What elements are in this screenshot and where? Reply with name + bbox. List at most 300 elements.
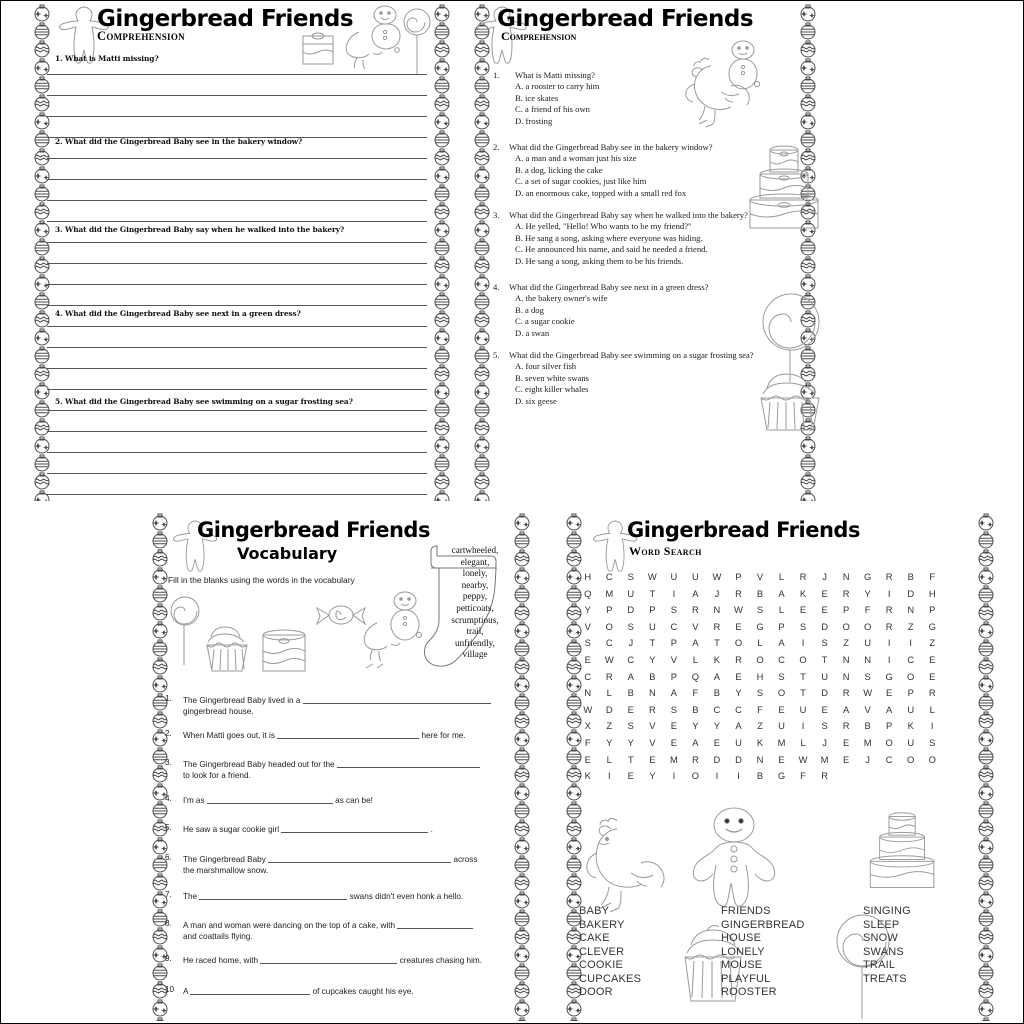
word-search-letter[interactable]: A xyxy=(713,670,721,682)
word-search-letter[interactable]: R xyxy=(605,670,613,682)
word-search-letter[interactable]: F xyxy=(757,703,763,715)
word-search-letter[interactable]: S xyxy=(627,620,634,632)
word-search-letter[interactable]: R xyxy=(842,720,850,732)
word-search-letter[interactable]: D xyxy=(605,703,613,715)
word-search-letter[interactable]: F xyxy=(800,770,806,782)
vocabulary-item xyxy=(183,694,513,717)
answer-blank[interactable] xyxy=(207,794,333,804)
answer-option[interactable]: A. He yelled, "Hello! Who wants to be my friend?" xyxy=(515,221,692,232)
word-search-letter[interactable]: U xyxy=(670,571,678,582)
word-search-letter[interactable]: B xyxy=(627,687,634,699)
word-search-letter[interactable]: S xyxy=(778,670,785,682)
word-search-letter[interactable]: N xyxy=(756,753,764,765)
word-search-letter[interactable]: E xyxy=(735,620,742,632)
word-search-letter[interactable]: S xyxy=(929,736,936,748)
word-search-letter[interactable]: S xyxy=(584,637,591,649)
answer-line[interactable] xyxy=(47,368,427,369)
question-number: 2. xyxy=(493,142,500,152)
word-search-letter[interactable]: I xyxy=(887,637,891,649)
word-search-letter[interactable]: L xyxy=(606,753,612,765)
word-search-letter[interactable]: W xyxy=(583,703,593,715)
word-search-letter[interactable]: Z xyxy=(929,637,936,649)
word-search-letter[interactable]: Y xyxy=(864,587,871,599)
word-search-letter[interactable]: E xyxy=(627,770,634,782)
word-search-letter[interactable]: N xyxy=(648,687,656,699)
word-search-letter[interactable]: J xyxy=(822,736,827,748)
word-search-letter[interactable]: S xyxy=(821,637,828,649)
word-list-word[interactable]: SLEEP xyxy=(863,918,900,931)
word-search-letter[interactable]: S xyxy=(821,720,828,732)
word-search-letter[interactable]: H xyxy=(584,571,592,582)
word-search-letter[interactable]: C xyxy=(778,653,785,665)
word-search-letter[interactable]: C xyxy=(885,753,893,765)
word-search-letter[interactable]: D xyxy=(821,620,828,632)
word-search-letter[interactable]: B xyxy=(756,770,764,782)
word-search-letter[interactable]: E xyxy=(778,753,785,765)
word-list-word[interactable]: CAKE xyxy=(579,932,610,944)
word-search-letter[interactable]: U xyxy=(735,736,742,748)
word-search-letter[interactable]: T xyxy=(800,687,806,699)
word-search-letter[interactable]: T xyxy=(627,753,634,765)
word-search-letter[interactable]: W xyxy=(798,753,808,765)
item-text-before: When Matti goes out, it is xyxy=(183,731,278,740)
answer-blank[interactable] xyxy=(190,985,310,995)
word-search-letter[interactable]: E xyxy=(735,670,742,682)
question-number: 5. xyxy=(493,350,500,360)
word-search-letter[interactable]: A xyxy=(692,587,699,599)
ornament-border-right xyxy=(975,513,997,1021)
word-search-letter[interactable]: I xyxy=(887,587,891,599)
word-search-letter[interactable]: N xyxy=(907,604,915,616)
word-search-letter[interactable]: W xyxy=(863,687,873,699)
word-search-letter[interactable]: R xyxy=(799,571,807,582)
word-list-word[interactable]: TREATS xyxy=(863,972,907,985)
word-search-letter[interactable]: X xyxy=(584,720,591,732)
word-search-letter[interactable]: T xyxy=(714,637,720,649)
word-search-letter[interactable]: O xyxy=(842,620,850,632)
answer-blank[interactable] xyxy=(268,853,451,863)
word-search-letter[interactable]: V xyxy=(584,620,591,632)
word-search-letter[interactable]: O xyxy=(756,653,764,665)
answer-line[interactable] xyxy=(47,74,427,75)
word-search-letter[interactable]: R xyxy=(692,753,699,765)
word-search-letter[interactable]: Y xyxy=(713,720,721,732)
word-list-word[interactable]: GINGERBREAD xyxy=(721,918,805,931)
answer-line[interactable] xyxy=(47,305,427,306)
word-search-letter[interactable]: E xyxy=(670,720,677,732)
word-list-word[interactable]: ROOSTER xyxy=(721,986,777,998)
word-search-letter[interactable]: P xyxy=(929,604,936,616)
word-search-letter[interactable]: P xyxy=(778,620,785,632)
answer-line[interactable] xyxy=(47,326,427,327)
word-search-letter[interactable]: S xyxy=(756,687,764,699)
word-search-letter[interactable]: E xyxy=(584,653,591,665)
word-search-letter[interactable]: D xyxy=(907,587,915,599)
word-search-letter[interactable]: D xyxy=(735,753,742,765)
answer-option[interactable]: B. a dog, licking the cake xyxy=(515,164,603,175)
word-search-letter[interactable]: G xyxy=(928,620,936,632)
word-search-letter[interactable]: I xyxy=(672,770,676,782)
word-search-letter[interactable]: E xyxy=(821,703,828,715)
word-search-letter[interactable]: C xyxy=(735,703,742,715)
word-list-word[interactable]: FRIENDS xyxy=(721,905,771,917)
answer-blank[interactable] xyxy=(199,890,347,900)
word-search-letter[interactable]: U xyxy=(648,620,656,632)
word-search-letter[interactable]: L xyxy=(606,687,612,699)
word-search-letter[interactable]: R xyxy=(648,703,656,715)
word-search-letter[interactable]: V xyxy=(670,653,677,665)
answer-line[interactable] xyxy=(47,410,427,411)
word-search-letter[interactable]: E xyxy=(821,587,828,599)
word-search-letter[interactable]: W xyxy=(604,653,614,665)
item-text-after: across xyxy=(451,855,478,864)
word-search-letter[interactable]: Y xyxy=(735,687,742,699)
answer-option[interactable]: C. a friend of his own xyxy=(515,104,590,115)
word-search-letter[interactable]: O xyxy=(928,753,936,765)
word-search-letter[interactable]: R xyxy=(885,571,893,582)
word-search-letter[interactable]: E xyxy=(649,753,656,765)
word-list-word[interactable]: SNOW xyxy=(863,932,899,944)
word-search-letter[interactable]: R xyxy=(821,770,828,782)
word-search-letter[interactable]: R xyxy=(735,587,742,599)
answer-blank[interactable] xyxy=(281,823,428,833)
word-search-letter[interactable]: E xyxy=(842,736,850,748)
word-search-letter[interactable]: I xyxy=(715,770,719,782)
word-search-letter[interactable]: S xyxy=(627,571,634,582)
word-search-letter[interactable]: V xyxy=(692,620,699,632)
word-list-word[interactable]: DOOR xyxy=(579,986,613,998)
word-search-letter[interactable]: O xyxy=(605,620,613,632)
word-search-letter[interactable]: E xyxy=(778,703,785,715)
word-search-letter[interactable]: I xyxy=(930,720,934,732)
word-search-letter[interactable]: P xyxy=(735,571,742,582)
answer-line[interactable] xyxy=(47,389,427,390)
word-list-word[interactable]: PLAYFUL xyxy=(721,972,771,985)
word-search-letter[interactable]: R xyxy=(928,687,936,699)
word-search-letter[interactable]: R xyxy=(842,687,850,699)
word-search-letter[interactable]: I xyxy=(672,587,676,599)
word-search-letter[interactable]: A xyxy=(778,587,785,599)
word-list-word[interactable]: BABY xyxy=(579,905,610,917)
word-list-word[interactable]: SINGING xyxy=(863,905,911,917)
word-search-letter[interactable]: N xyxy=(584,687,592,699)
word-search-letter[interactable]: N xyxy=(842,571,850,582)
word-search-letter[interactable]: I xyxy=(801,720,805,732)
word-search-letter[interactable]: Z xyxy=(843,637,849,649)
answer-option[interactable]: D. an enormous cake, topped with a small red fox xyxy=(515,187,687,198)
word-search-letter[interactable]: E xyxy=(821,604,828,616)
answer-blank[interactable] xyxy=(397,919,473,929)
answer-blank[interactable] xyxy=(303,694,491,704)
word-search-letter[interactable]: Y xyxy=(584,604,591,616)
word-search-letter[interactable]: A xyxy=(735,720,742,732)
word-search-letter[interactable]: T xyxy=(649,587,656,599)
word-list-word[interactable]: CUPCAKES xyxy=(579,972,642,985)
word-search-letter[interactable]: U xyxy=(907,736,915,748)
word-search-letter[interactable]: D xyxy=(821,687,828,699)
answer-option[interactable]: B. a dog xyxy=(515,304,544,315)
word-list-word[interactable]: LONELY xyxy=(721,945,765,958)
answer-line[interactable] xyxy=(47,452,427,453)
word-search-letter[interactable]: P xyxy=(842,604,850,616)
word-search-letter[interactable]: K xyxy=(907,720,914,732)
word-search-letter[interactable]: J xyxy=(628,637,634,649)
word-search-letter[interactable]: N xyxy=(713,604,721,616)
word-search-letter[interactable]: N xyxy=(842,653,850,665)
word-list-column xyxy=(863,905,911,986)
word-search-letter[interactable]: L xyxy=(800,736,806,748)
word-search-letter[interactable]: W xyxy=(647,571,657,582)
answer-option[interactable]: A. a rooster to carry him xyxy=(515,81,600,92)
word-search-letter[interactable]: C xyxy=(670,620,678,632)
word-search-letter[interactable]: T xyxy=(649,637,656,649)
word-search-letter[interactable]: G xyxy=(756,620,764,632)
answer-option[interactable]: D. frosting xyxy=(515,115,553,126)
word-search-letter[interactable]: C xyxy=(584,670,592,682)
word-search-letter[interactable]: L xyxy=(692,653,699,665)
item-text-before: He saw a sugar cookie girl xyxy=(183,825,282,834)
word-search-letter[interactable]: M xyxy=(777,736,786,748)
word-search-letter[interactable]: I xyxy=(887,653,891,665)
answer-blank[interactable] xyxy=(277,729,419,739)
answer-option[interactable]: C. a sugar cookie xyxy=(515,316,575,327)
word-search-letter[interactable]: G xyxy=(885,670,893,682)
answer-line[interactable] xyxy=(47,284,427,285)
answer-blank[interactable] xyxy=(337,758,480,768)
word-search-letter[interactable]: S xyxy=(627,720,634,732)
word-search-letter[interactable]: C xyxy=(605,571,613,582)
word-search-letter[interactable]: K xyxy=(584,770,591,782)
word-search-letter[interactable]: M xyxy=(863,736,872,748)
word-search-letter[interactable]: J xyxy=(822,571,827,582)
answer-line[interactable] xyxy=(47,221,427,222)
word-search-letter[interactable]: I xyxy=(801,637,805,649)
word-search-letter[interactable]: P xyxy=(907,687,914,699)
word-search-letter[interactable]: S xyxy=(670,604,677,616)
word-search-letter[interactable]: O xyxy=(777,687,786,699)
word-search-letter[interactable]: N xyxy=(864,653,872,665)
word-search-letter[interactable]: A xyxy=(842,703,850,715)
word-search-letter[interactable]: Y xyxy=(627,736,634,748)
word-search-letter[interactable]: M xyxy=(820,753,829,765)
word-search-letter[interactable]: G xyxy=(777,770,786,782)
word-search-letter[interactable]: L xyxy=(757,637,763,649)
word-search-letter[interactable]: C xyxy=(713,703,721,715)
answer-line[interactable] xyxy=(47,347,427,348)
word-search-letter[interactable]: U xyxy=(778,720,785,732)
word-search-letter[interactable]: F xyxy=(864,604,871,616)
answer-line[interactable] xyxy=(47,137,427,138)
answer-option[interactable]: B. seven white swans xyxy=(515,372,589,383)
word-search-letter[interactable]: I xyxy=(737,770,740,782)
word-search-letter[interactable]: Z xyxy=(757,720,763,732)
answer-option[interactable]: C. eight killer whales xyxy=(515,384,589,395)
word-list-word[interactable]: MOUSE xyxy=(721,959,763,971)
word-search-letter[interactable]: Y xyxy=(606,736,613,748)
answer-line[interactable] xyxy=(47,179,427,180)
word-search-letter[interactable]: J xyxy=(865,753,870,765)
answer-line[interactable] xyxy=(47,158,427,159)
word-search-letter[interactable]: I xyxy=(909,637,912,649)
word-search-letter[interactable]: R xyxy=(692,604,699,616)
answer-option[interactable]: A. the bakery owner's wife xyxy=(515,293,608,304)
word-search-letter[interactable]: Y xyxy=(649,770,656,782)
word-search-letter[interactable]: U xyxy=(907,703,915,715)
word-search-letter[interactable]: A xyxy=(886,703,893,715)
word-search-letter[interactable]: E xyxy=(886,687,893,699)
word-search-letter[interactable]: V xyxy=(864,703,871,715)
word-search-letter[interactable]: R xyxy=(735,653,742,665)
word-search-letter[interactable]: Z xyxy=(907,620,914,632)
word-search-letter[interactable]: H xyxy=(756,670,764,682)
word-search-letter[interactable]: F xyxy=(929,571,936,582)
answer-option[interactable]: A. a man and a woman just his size xyxy=(515,153,637,164)
answer-option[interactable]: A. four silver fish xyxy=(515,361,577,372)
word-search-letter[interactable]: Y xyxy=(692,720,699,732)
word-search-letter[interactable]: E xyxy=(627,703,634,715)
word-search-letter[interactable]: F xyxy=(584,736,591,748)
word-search-letter[interactable]: N xyxy=(842,670,850,682)
word-search-letter[interactable]: L xyxy=(778,604,785,616)
word-search-letter[interactable]: O xyxy=(907,670,915,682)
word-search-letter[interactable]: Q xyxy=(691,670,700,682)
word-search-letter[interactable]: O xyxy=(691,770,700,782)
word-search-letter[interactable]: T xyxy=(821,653,828,665)
word-search-grid[interactable] xyxy=(577,571,943,781)
word-search-letter[interactable]: C xyxy=(907,653,915,665)
word-search-letter[interactable]: U xyxy=(821,670,828,682)
word-search-letter[interactable]: A xyxy=(692,736,699,748)
answer-option[interactable]: C. a set of sugar cookies, just like him xyxy=(515,176,647,187)
word-list-word[interactable]: BAKERY xyxy=(579,918,625,931)
answer-line[interactable] xyxy=(47,473,427,474)
answer-line[interactable] xyxy=(47,494,427,495)
word-search-letter[interactable]: G xyxy=(863,571,872,582)
word-search-letter[interactable]: B xyxy=(756,587,764,599)
word-search-letter[interactable]: E xyxy=(584,753,591,765)
answer-line[interactable] xyxy=(47,116,427,117)
word-search-letter[interactable]: E xyxy=(713,736,721,748)
word-search-letter[interactable]: V xyxy=(649,736,656,748)
word-search-letter[interactable]: S xyxy=(670,703,677,715)
word-search-letter[interactable]: U xyxy=(627,587,635,599)
word-search-letter[interactable]: L xyxy=(778,571,785,582)
item-text-after: as can be! xyxy=(332,796,373,805)
answer-option[interactable]: D. six geese xyxy=(515,395,557,406)
word-search-letter[interactable]: E xyxy=(799,604,807,616)
answer-option[interactable]: B. ice skates xyxy=(515,92,559,103)
word-search-letter[interactable]: O xyxy=(799,653,807,665)
answer-line[interactable] xyxy=(47,242,427,243)
word-list-word[interactable]: COOKIE xyxy=(579,959,623,971)
word-list-word[interactable]: HOUSE xyxy=(721,932,762,944)
word-search-letter[interactable]: B xyxy=(713,687,721,699)
word-list-word[interactable]: SWANS xyxy=(863,945,904,958)
answer-option[interactable]: C. He announced his name, and said he needed a friend. xyxy=(515,244,708,255)
item-number: 3. xyxy=(165,758,172,767)
word-search-letter[interactable]: D xyxy=(713,753,721,765)
word-search-letter[interactable]: U xyxy=(692,571,699,582)
answer-option[interactable]: D. He sang a song, asking them to be his friends. xyxy=(515,255,684,266)
word-search-letter[interactable]: I xyxy=(607,770,611,782)
word-search-letter[interactable]: D xyxy=(627,604,635,616)
word-search-letter[interactable]: Z xyxy=(606,720,613,732)
word-search-letter[interactable]: K xyxy=(756,736,764,748)
word-search-letter[interactable]: M xyxy=(605,587,614,599)
word-search-letter[interactable]: Q xyxy=(584,587,592,599)
word-search-letter[interactable]: R xyxy=(842,587,850,599)
answer-line[interactable] xyxy=(47,95,427,96)
word-search-letter[interactable]: O xyxy=(885,736,893,748)
word-list-word[interactable]: TRAIL xyxy=(863,959,896,971)
word-search-letter[interactable]: K xyxy=(713,653,721,665)
word-search-letter[interactable]: Y xyxy=(649,653,656,665)
word-search-letter[interactable]: C xyxy=(605,637,613,649)
answer-line[interactable] xyxy=(47,263,427,264)
word-search-letter[interactable]: T xyxy=(800,670,806,682)
word-search-letter[interactable]: S xyxy=(864,670,871,682)
word-search-letter[interactable]: E xyxy=(929,670,936,682)
word-search-letter[interactable]: P xyxy=(670,670,677,682)
word-search-letter[interactable]: R xyxy=(713,620,721,632)
answer-line[interactable] xyxy=(47,431,427,432)
word-search-letter[interactable]: A xyxy=(670,687,677,699)
word-search-letter[interactable]: R xyxy=(885,620,893,632)
word-search-letter[interactable]: W xyxy=(712,571,722,582)
word-search-letter[interactable]: L xyxy=(929,703,935,715)
word-search-letter[interactable]: S xyxy=(799,620,807,632)
word-search-letter[interactable]: E xyxy=(929,653,936,665)
word-search-letter[interactable]: P xyxy=(606,604,613,616)
word-search-letter[interactable]: V xyxy=(756,571,764,582)
word-list-word[interactable]: CLEVER xyxy=(579,945,625,958)
word-search-letter[interactable]: P xyxy=(670,637,677,649)
word-search-letter[interactable]: O xyxy=(907,753,915,765)
word-search-letter[interactable]: V xyxy=(649,720,656,732)
ornament-border-right xyxy=(431,4,453,501)
word-search-letter[interactable]: F xyxy=(692,687,699,699)
word-search-letter[interactable]: U xyxy=(864,637,872,649)
word-search-letter[interactable]: C xyxy=(627,653,635,665)
word-search-letter[interactable]: E xyxy=(670,736,677,748)
answer-line[interactable] xyxy=(47,200,427,201)
word-search-letter[interactable]: S xyxy=(756,604,764,616)
word-search-letter[interactable]: P xyxy=(886,720,893,732)
word-search-letter[interactable]: M xyxy=(669,753,678,765)
word-search-letter[interactable]: B xyxy=(864,720,871,732)
word-search-letter[interactable]: R xyxy=(885,604,893,616)
answer-blank[interactable] xyxy=(260,954,397,964)
word-search-letter[interactable]: A xyxy=(778,637,785,649)
word-search-letter[interactable]: B xyxy=(907,571,914,582)
word-search-letter[interactable]: P xyxy=(649,604,656,616)
word-search-letter[interactable]: O xyxy=(863,620,872,632)
word-search-letter[interactable]: A xyxy=(692,637,699,649)
word-search-letter[interactable]: B xyxy=(692,703,699,715)
word-search-letter[interactable]: A xyxy=(627,670,634,682)
answer-option[interactable]: D. a swan xyxy=(515,327,550,338)
word-search-letter[interactable]: W xyxy=(734,604,743,616)
word-search-letter[interactable]: E xyxy=(842,753,850,765)
word-search-letter[interactable]: B xyxy=(649,670,656,682)
word-search-letter[interactable]: H xyxy=(928,587,936,599)
word-search-letter[interactable]: J xyxy=(714,587,720,599)
word-bank-word: village xyxy=(462,649,488,660)
answer-option[interactable]: B. He sang a song, asking where everyone was hiding. xyxy=(515,232,703,243)
word-search-letter[interactable]: U xyxy=(799,703,807,715)
word-search-letter[interactable]: K xyxy=(799,587,807,599)
word-search-letter[interactable]: O xyxy=(734,637,743,649)
